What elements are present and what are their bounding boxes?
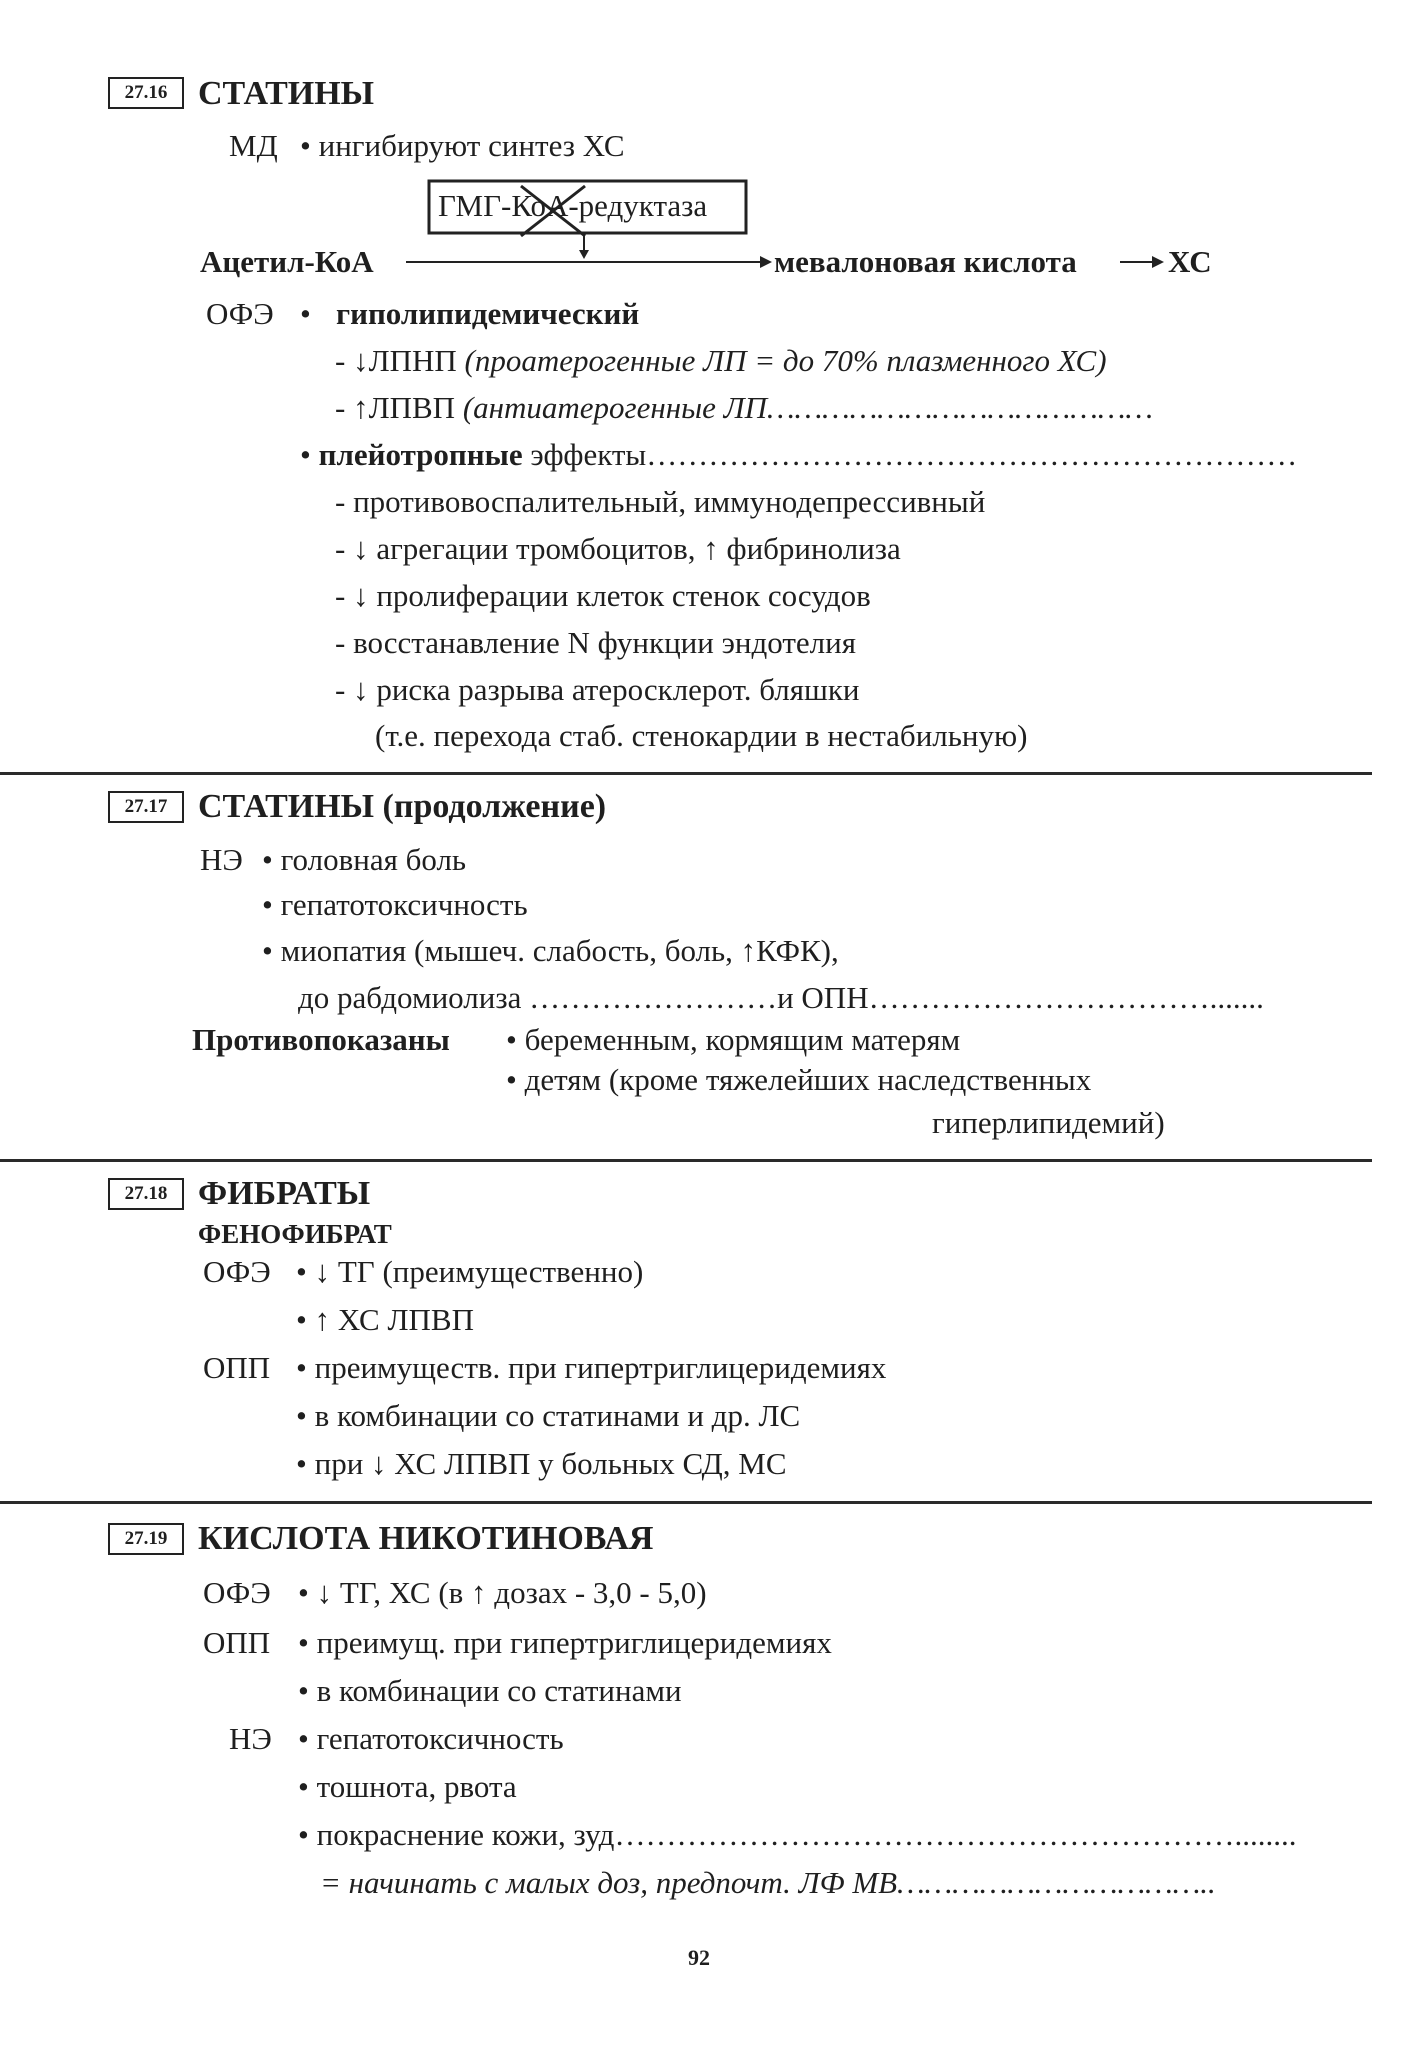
md-label: МД: [229, 128, 278, 163]
section-number-27-16: 27.16: [108, 77, 184, 109]
ofe-label: ОФЭ: [206, 296, 274, 331]
ne-item: • тошнота, рвота: [298, 1769, 517, 1804]
effect-item: - ↓ пролиферации клеток стенок сосудов: [335, 578, 871, 613]
pathway-arrowhead: [760, 256, 772, 268]
ne-item: • покраснение кожи, зуд……………………………………………………........: [298, 1817, 1297, 1852]
ofe-item: • ↓ ТГ, ХС (в ↑ дозах - 3,0 - 5,0): [298, 1575, 707, 1610]
pathway-end: мевалоновая кислота: [774, 244, 1077, 279]
product-arrowhead: [1152, 256, 1164, 268]
section-divider: [0, 772, 1372, 775]
effect-item: - ↓ агрегации тромбоцитов, ↑ фибринолиза: [335, 531, 901, 566]
ofe-bullet: •: [300, 296, 311, 331]
section-title-statins: СТАТИНЫ: [198, 75, 375, 112]
section-title-nicotinic-acid: КИСЛОТА НИКОТИНОВАЯ: [198, 1520, 654, 1557]
dosage-note: = начинать с малых доз, предпочт. ЛФ МВ……………………………..: [320, 1865, 1216, 1900]
ofe-label: ОФЭ: [203, 1254, 271, 1289]
pathway-product: ХС: [1168, 244, 1212, 279]
pleiotropic-line: • плейотропные эффекты………………………………………………………: [300, 437, 1298, 472]
section-title-fibrates: ФИБРАТЫ: [198, 1175, 371, 1212]
opp-label: ОПП: [203, 1625, 271, 1660]
ne-item: • гепатотоксичность: [298, 1721, 564, 1756]
opp-item: • в комбинации со статинами и др. ЛС: [296, 1398, 801, 1433]
ofe-label: ОФЭ: [203, 1575, 271, 1610]
section-divider: [0, 1159, 1372, 1162]
contraindications-label: Противопоказаны: [192, 1022, 450, 1057]
effect-item: - восстанавление N функции эндотелия: [335, 625, 856, 660]
ne-item: • миопатия (мышеч. слабость, боль, ↑КФК),: [262, 933, 839, 968]
opp-label: ОПП: [203, 1350, 271, 1385]
effect-item: - противовоспалительный, иммунодепрессивный: [335, 484, 986, 519]
ne-label: НЭ: [200, 842, 243, 877]
page-number: 92: [688, 1945, 710, 1970]
pathway-start: Ацетил-КоА: [200, 244, 374, 279]
section-title-statins-cont: СТАТИНЫ (продолжение): [198, 788, 607, 825]
section-number-27-18: 27.18: [108, 1178, 184, 1210]
opp-item: • при ↓ ХС ЛПВП у больных СД, МС: [296, 1446, 787, 1481]
ne-label: НЭ: [229, 1721, 272, 1756]
section-number-27-17: 27.17: [108, 791, 184, 823]
ldl-line: - ↓ЛПНП (проатерогенные ЛП = до 70% плазменного ХС): [335, 343, 1107, 378]
enzyme-label: ГМГ-КоА-редуктаза: [438, 188, 708, 223]
ne-item: до рабдомиолиза ……………………и ОПН…………………………….......: [298, 980, 1264, 1015]
section-divider: [0, 1501, 1372, 1504]
hdl-line: - ↑ЛПВП (антиатерогенные ЛП……………………………………: [335, 390, 1153, 425]
contra-item: • беременным, кормящим матерям: [506, 1022, 961, 1057]
md-text: • ингибируют синтез ХС: [300, 128, 625, 163]
contra-item: • детям (кроме тяжелейших наследственных: [506, 1062, 1092, 1097]
ne-item: • головная боль: [262, 842, 467, 877]
ofe-item: • ↓ ТГ (преимущественно): [296, 1254, 644, 1289]
ne-item: • гепатотоксичность: [262, 887, 528, 922]
effect-item: (т.е. перехода стаб. стенокардии в нестабильную): [375, 718, 1028, 753]
contra-item: гиперлипидемий): [932, 1105, 1165, 1140]
hypolipidemic-label: гиполипидемический: [336, 296, 640, 331]
opp-item: • преимуществ. при гипертриглицеридемиях: [296, 1350, 887, 1385]
opp-item: • в комбинации со статинами: [298, 1673, 682, 1708]
ofe-item: • ↑ ХС ЛПВП: [296, 1302, 474, 1337]
opp-item: • преимущ. при гипертриглицеридемиях: [298, 1625, 832, 1660]
section-number-27-19: 27.19: [108, 1523, 184, 1555]
fenofibrate-title: ФЕНОФИБРАТ: [198, 1219, 392, 1249]
effect-item: - ↓ риска разрыва атеросклерот. бляшки: [335, 672, 860, 707]
